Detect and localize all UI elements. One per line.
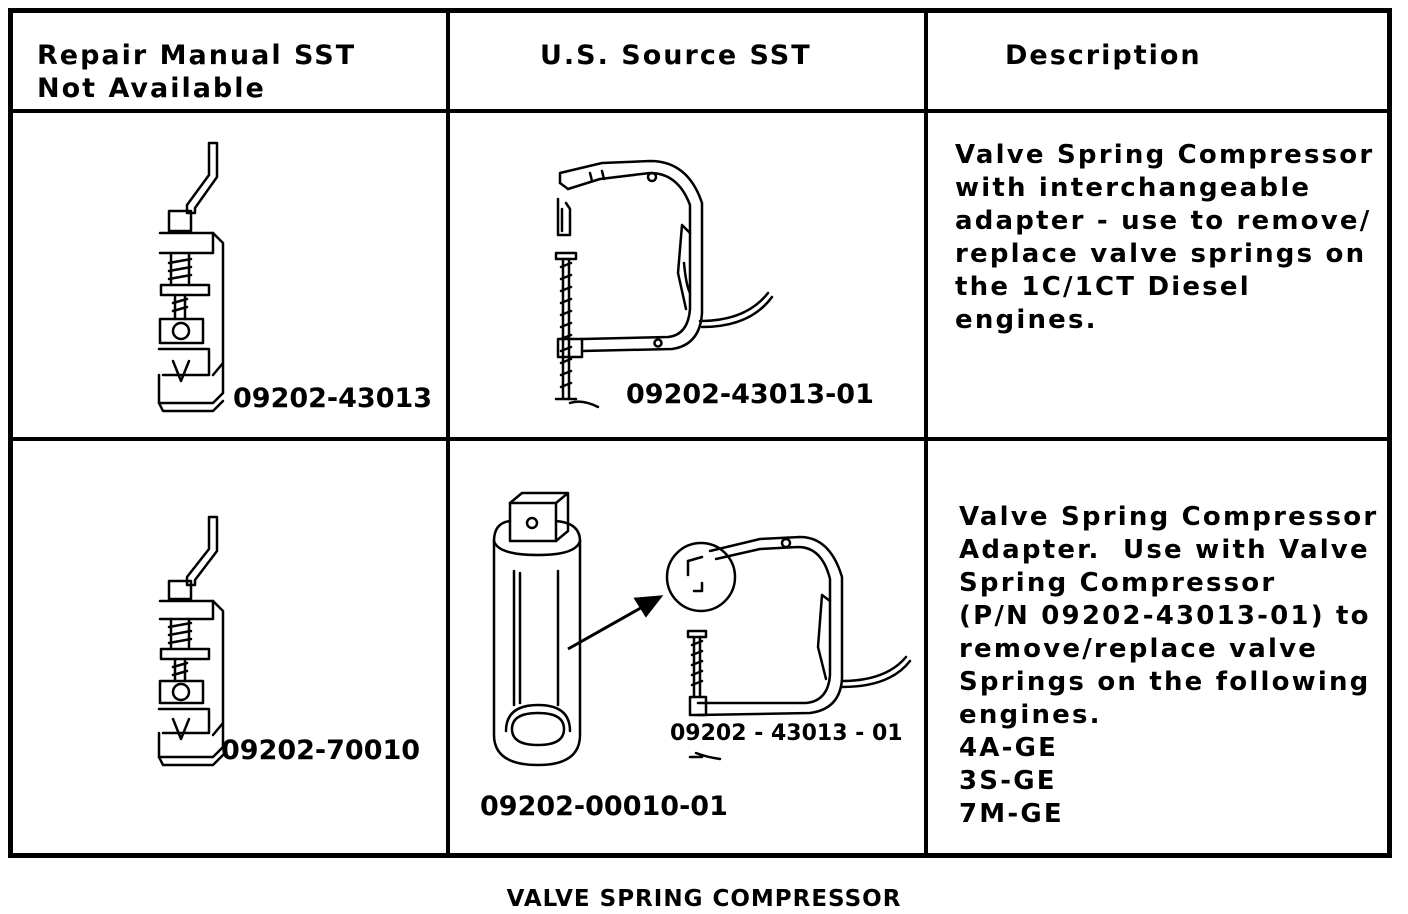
row1-us-source-cell: [450, 113, 924, 437]
header-description: Description: [1005, 40, 1202, 71]
header-repair-manual-sst: Repair Manual SST Not Available: [37, 40, 357, 104]
valve-spring-compressor-drawing: [13, 441, 446, 853]
row1-manual-cell: [13, 113, 446, 437]
row2-description: Valve Spring Compressor Adapter. Use with Valve Spring Compressor (P/N 09202-43013-01) to remove/replace valve Springs on the following engines. 4A-GE 3S-GE 7M-GE: [959, 502, 1379, 829]
column-divider-2: [924, 13, 928, 853]
row2-manual-cell: [13, 441, 446, 853]
row1-us-part-number: 09202-43013-01: [626, 379, 874, 410]
row1-manual-part-number: 09202-43013: [233, 383, 433, 414]
row2-us-adapter-part-number: 09202-00010-01: [480, 791, 728, 822]
header-us-source-sst: U.S. Source SST: [540, 40, 812, 71]
row1-description: Valve Spring Compressor with interchangeable adapter - use to remove/ replace valve springs on the 1C/1CT Diesel engines.: [955, 140, 1375, 335]
row2-manual-part-number: 09202-70010: [221, 735, 421, 766]
row2-us-source-cell: [450, 441, 924, 853]
figure-caption: VALVE SPRING COMPRESSOR: [506, 886, 902, 912]
row2-us-compressor-part-number: 09202 - 43013 - 01: [670, 721, 903, 746]
sst-table: [8, 8, 1392, 858]
